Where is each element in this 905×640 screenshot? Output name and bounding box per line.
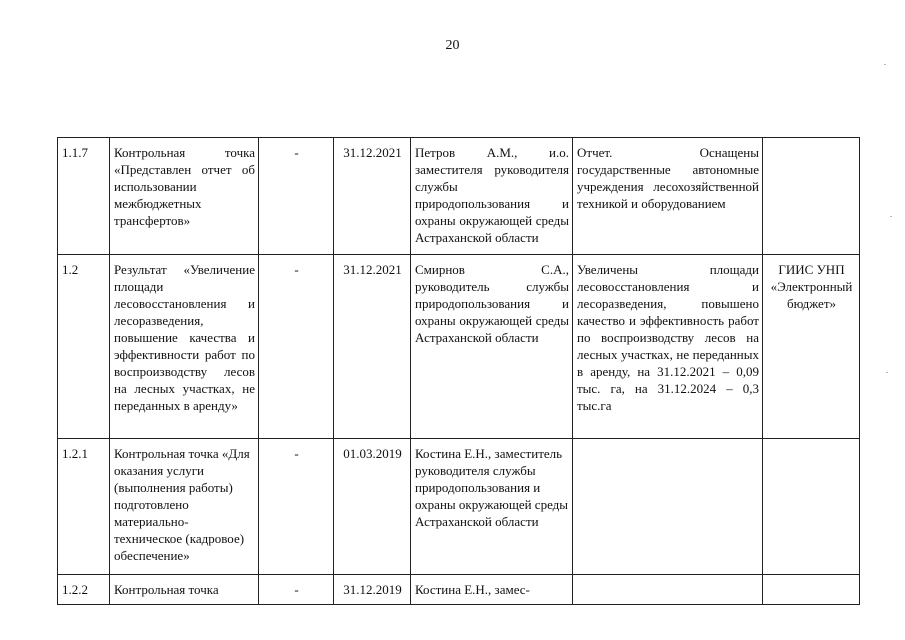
scan-speck <box>884 64 886 65</box>
cell-date: 31.12.2019 <box>334 575 411 605</box>
scan-speck <box>886 372 888 373</box>
cell-name: Контрольная точка <box>110 575 259 605</box>
cell-responsible: Костина Е.Н., замес- <box>411 575 573 605</box>
cell-result <box>573 575 763 605</box>
cell-dash: - <box>259 255 334 439</box>
cell-date: 01.03.2019 <box>334 439 411 575</box>
table-row <box>58 255 860 439</box>
cell-result <box>573 439 763 575</box>
cell-dash: - <box>259 439 334 575</box>
cell-name: Контрольная точка «Представлен отчет об использовании межбюджетных трансфертов» <box>110 138 259 255</box>
cell-name: Контрольная точка «Для оказания услуги (выполнения работы) подготовлено материально-техническое (кадровое) обеспечение» <box>110 439 259 575</box>
cell-result: Увеличены площади лесовосстановления и лесоразведения, повышено качество и эффективность работ по воспроизводству лесов на лесных участках, не переданных в аренду, на 31.12.2021 – 0,09 тыс. га, на 31.12.2024 – 0,3 тыс.га <box>573 255 763 439</box>
cell-result: Отчет. Оснащены государственные автономные учреждения лесохозяйственной техникой и оборудованием <box>573 138 763 255</box>
cell-number: 1.1.7 <box>58 138 110 255</box>
scan-speck <box>890 216 892 217</box>
table-row <box>58 439 860 575</box>
plan-table <box>57 137 860 605</box>
cell-responsible: Смирнов С.А., руководитель службы природопользования и охраны окружающей среды Астраханской области <box>411 255 573 439</box>
cell-responsible: Костина Е.Н., заместитель руководителя службы природопользования и охраны окружающей среды Астраханской области <box>411 439 573 575</box>
cell-name: Результат «Увеличение площади лесовосстановления и лесоразведения, повышение качества и эффективности работ по воспроизводству лесов на лесных участках, не переданных в аренду» <box>110 255 259 439</box>
cell-number: 1.2.2 <box>58 575 110 605</box>
cell-dash: - <box>259 138 334 255</box>
cell-info-system <box>763 575 860 605</box>
table-row <box>58 138 860 255</box>
cell-info-system: ГИИС УНП «Электронный бюджет» <box>763 255 860 439</box>
cell-date: 31.12.2021 <box>334 138 411 255</box>
cell-info-system <box>763 439 860 575</box>
table-row <box>58 575 860 605</box>
cell-dash: - <box>259 575 334 605</box>
page-number: 20 <box>445 38 460 53</box>
cell-date: 31.12.2021 <box>334 255 411 439</box>
cell-responsible: Петров А.М., и.о. заместителя руководителя службы природопользования и охраны окружающей среды Астраханской области <box>411 138 573 255</box>
cell-number: 1.2.1 <box>58 439 110 575</box>
cell-info-system <box>763 138 860 255</box>
cell-number: 1.2 <box>58 255 110 439</box>
